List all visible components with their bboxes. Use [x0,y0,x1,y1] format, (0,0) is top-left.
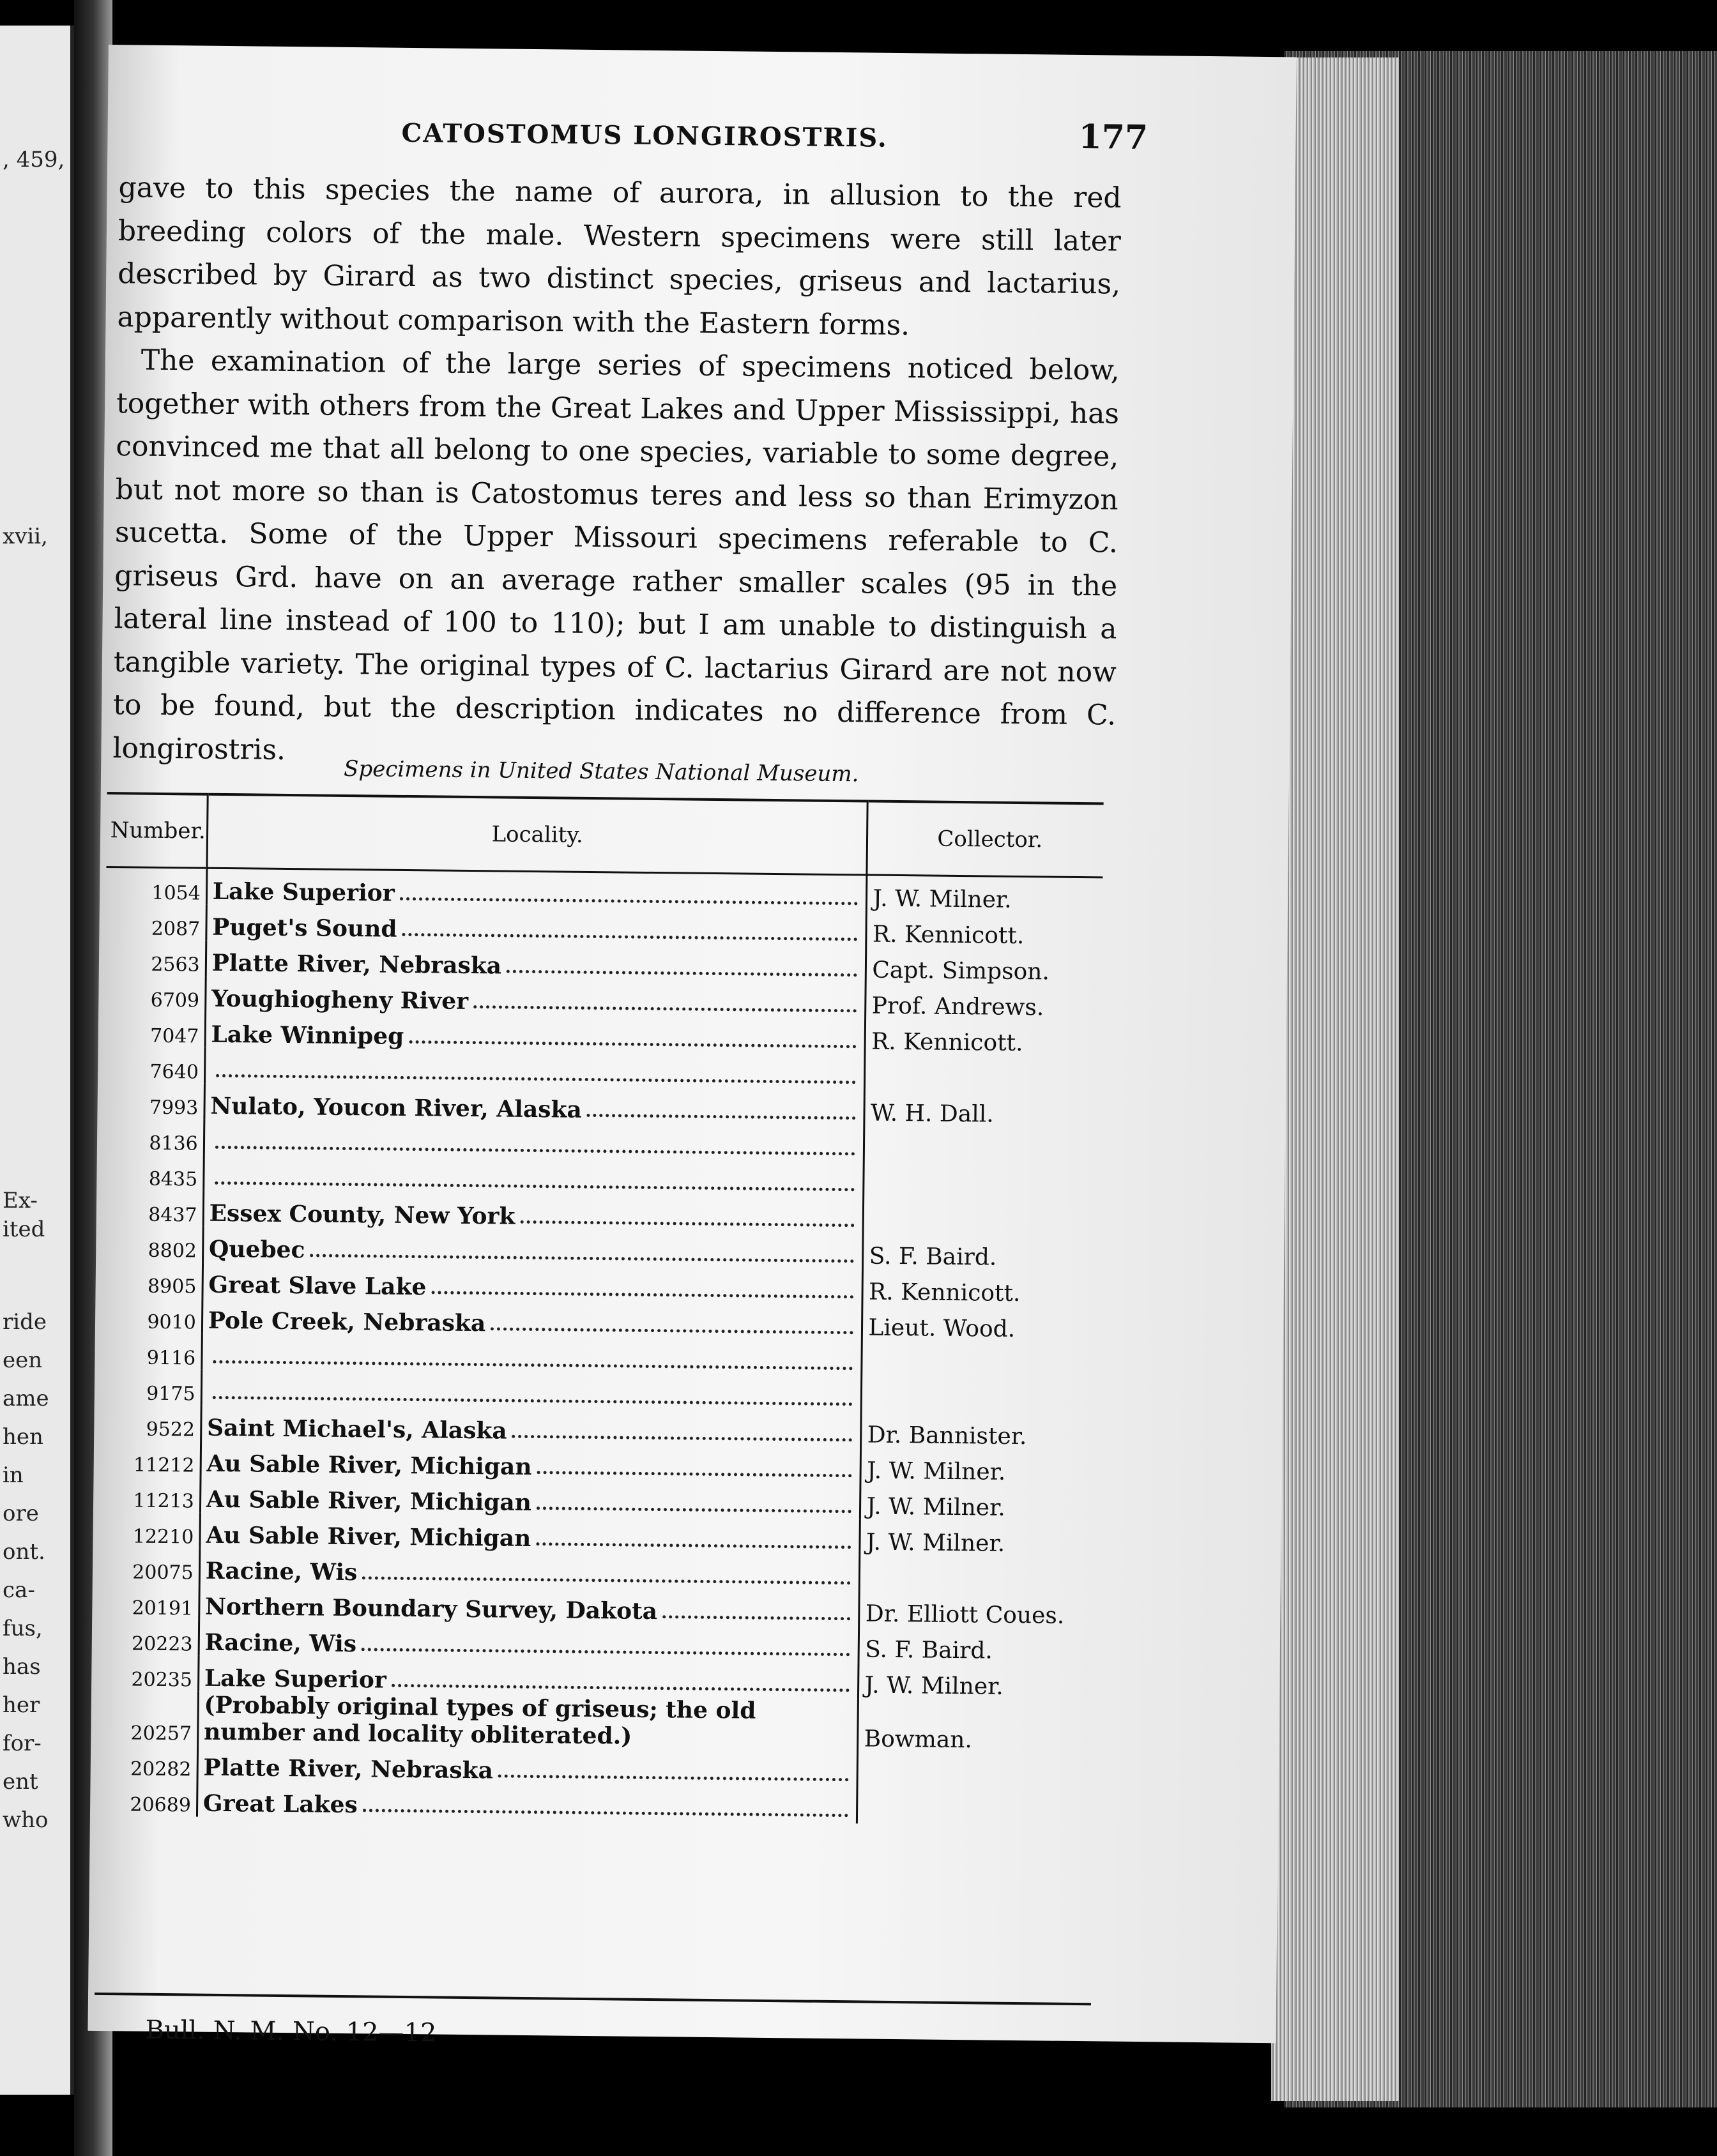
dot-leader [402,933,857,941]
locality-cell [206,868,867,911]
dot-leader [662,1615,851,1620]
locality-cell [206,905,867,948]
dot-leader [498,1775,849,1782]
dot-leader [520,1220,855,1227]
specimen-number: 9175 [101,1369,202,1406]
collector [865,1054,1101,1093]
collector: R. Kennicott. [872,921,1025,950]
specimen-number: 1054 [106,867,207,905]
locality-cell [197,1781,857,1824]
left-page-fragment: ore [3,1501,39,1526]
specimen-number: 8136 [103,1118,204,1155]
locality-cell [199,1620,859,1663]
specimen-number: 20223 [98,1619,199,1656]
locality-cell [204,1084,865,1127]
left-page-fragment: has [3,1654,41,1680]
specimen-table [96,792,1104,1826]
locality: Lake Superior [212,877,395,907]
specimen-number: 9010 [102,1297,202,1334]
collector [864,1162,1100,1200]
collector: J. W. Milner. [873,885,1012,913]
collector [864,1126,1101,1164]
locality-cell [205,976,866,1019]
locality: Lake Superior [204,1664,387,1694]
dot-leader [537,1471,852,1477]
locality-cell [202,1298,862,1341]
locality: Puget's Sound [212,913,397,943]
locality: Youghiogheny River [211,985,469,1015]
left-page-fragment: fus, [3,1616,43,1641]
locality: Au Sable River, Michigan [206,1521,531,1552]
dot-leader [507,970,857,977]
collector [860,1555,1096,1593]
dot-leader [536,1542,851,1549]
collector: J. W. Milner. [866,1493,1005,1521]
specimen-number: 8905 [102,1261,202,1298]
collector: Dr. Bannister. [867,1422,1027,1450]
specimen-number: 9116 [101,1333,202,1370]
dot-leader [400,897,858,906]
paragraph: gave to this species the name of aurora, in allusion to the red breeding colors of the male. Western specimens were still later described by Girard as two distinct species, griseus and lactarius, apparently without comparison with the Eastern forms. [117,171,1122,342]
specimen-number: 6709 [105,975,206,1012]
locality: Platte River, Nebraska [211,949,502,980]
dot-leader [216,1074,857,1084]
specimen-number: 20235 [98,1655,199,1692]
collector: J. W. Milner. [864,1672,1004,1700]
specimen-number: 8802 [102,1226,203,1263]
locality-cell [199,1549,860,1591]
specimen-number: 11213 [100,1476,201,1513]
locality-cell [206,941,866,983]
specimen-number: 20689 [96,1780,197,1817]
collector: J. W. Milner. [866,1529,1005,1557]
locality: Pole Creek, Nebraska [208,1307,486,1337]
locality: Au Sable River, Michigan [206,1450,532,1481]
left-page-fragment: in [3,1462,24,1488]
locality-cell [200,1513,860,1556]
left-page-fragment: ont. [3,1539,45,1565]
locality: Platte River, Nebraska [203,1754,494,1784]
specimen-number: 20257 [97,1690,198,1745]
specimen-number: 8437 [103,1190,204,1227]
locality-cell [205,1012,866,1055]
specimen-number: 7640 [104,1047,205,1084]
locality-cell [201,1406,861,1448]
dot-leader [215,1146,856,1156]
specimen-number: 12210 [99,1512,200,1549]
collector [864,1197,1100,1236]
specimen-number: 7047 [105,1011,206,1048]
locality: (Probably original types of griseus; the old number and locality obliterated.) [203,1691,756,1750]
left-page-fragment: ca- [3,1577,35,1603]
left-page-fragment: hen [3,1424,43,1450]
column-header-locality: Locality. [207,794,868,875]
specimen-number: 11212 [100,1440,201,1477]
column-header-number: Number. [107,793,208,868]
left-page-fragment: ride [3,1309,47,1335]
left-page-fragment: , 459, [3,147,65,172]
locality: Northern Boundary Survey, Dakota [204,1593,658,1625]
dot-leader [363,1809,849,1817]
locality-cell [202,1227,863,1270]
table-body [96,867,1103,1826]
collector: Capt. Simpson. [872,957,1050,985]
collector: R. Kennicott. [868,1279,1021,1307]
left-page-fragment: een [3,1348,43,1373]
collector [857,1752,1094,1790]
left-page-edge [0,26,74,2095]
specimen-number: 8435 [103,1154,204,1191]
book-page [88,45,1296,2048]
running-title: CATOSTOMUS LONGIROSTRIS. [401,118,889,153]
dot-leader [537,1507,852,1513]
specimen-number: 20191 [98,1583,199,1620]
left-page-fragment: ent [3,1769,38,1795]
locality: Racine, Wis [205,1557,358,1586]
dot-leader [587,1114,856,1120]
dot-leader [512,1435,853,1442]
dot-leader [431,1291,854,1298]
left-page-fragment: her [3,1692,40,1718]
left-page-fragment: who [3,1807,49,1833]
locality: Nulato, Youcon River, Alaska [210,1092,583,1123]
table-bottom-rule [95,1993,1091,2005]
locality-cell [197,1745,858,1788]
locality: Great Lakes [202,1789,358,1819]
locality-cell [202,1263,863,1305]
locality-cell [203,1191,864,1234]
specimen-number: 2563 [105,939,206,976]
locality-cell [197,1692,858,1752]
dot-leader [213,1396,853,1406]
collector: W. H. Dall. [870,1100,994,1128]
locality: Racine, Wis [204,1628,357,1658]
locality: Lake Winnipeg [211,1021,404,1050]
specimen-number: 20075 [99,1547,200,1584]
locality: Quebec [208,1235,305,1264]
left-page-fragment: xvii, [3,524,48,549]
collector: R. Kennicott. [871,1028,1023,1057]
specimen-number: 9522 [100,1404,201,1441]
collector [862,1376,1098,1415]
page-number: 177 [1078,117,1148,158]
dot-leader [215,1181,855,1192]
collector [857,1788,1094,1826]
dot-leader [362,1576,851,1584]
dot-leader [362,1648,850,1656]
locality: Saint Michael's, Alaska [206,1414,507,1445]
table-header-row [107,793,1104,877]
specimen-number: 7993 [103,1082,204,1120]
table-row [97,1690,1094,1754]
dot-leader [213,1360,853,1370]
locality: Great Slave Lake [208,1271,427,1301]
collector: S. F. Baird. [869,1243,997,1271]
locality-cell [199,1584,859,1627]
locality-cell [201,1441,861,1484]
dot-leader [473,1005,857,1012]
specimen-number: 20282 [97,1744,198,1781]
column-header-collector: Collector. [867,801,1103,877]
left-page-fragment: ame [3,1386,49,1411]
collector [862,1340,1098,1379]
left-page-fragment: Ex- [3,1188,38,1213]
collector: Dr. Elliott Coues. [865,1600,1065,1629]
signature-mark: Bull. N. M. No. 12—12 [145,2015,437,2048]
collector: Bowman. [864,1726,973,1754]
dot-leader [409,1040,857,1048]
left-page-fragment: for- [3,1731,42,1756]
collector: J. W. Milner. [866,1457,1006,1485]
locality: Essex County, New York [209,1199,515,1230]
table-caption: Specimens in United States National Museum. [343,755,859,787]
collector: S. F. Baird. [865,1636,993,1664]
collector: Lieut. Wood. [868,1314,1016,1342]
paragraph: The examination of the large series of specimens noticed below, together with others from the Great Lakes and Upper Mississippi, has convinced me that all belong to one species, variable to some degree, but not more so than is Catostomus teres and less so than Erimyzon sucetta. Some of the Upper Missouri specimens referable to C. griseus Grd. have on an average rather smaller scales (95 in the lateral line instead of 100 to 110); but I am unable to distinguish a tangible variety. The original types of C. lactarius Girard are not now to be found, but the description indicates no difference from C. longirostris. [112,344,1120,766]
left-page-fragment: ited [3,1217,45,1242]
locality: Au Sable River, Michigan [206,1485,532,1517]
body-text [112,166,1122,780]
locality-cell [200,1477,860,1520]
specimen-number: 2087 [105,904,206,941]
dot-leader [310,1254,854,1263]
dot-leader [491,1327,853,1334]
dot-leader [392,1684,850,1692]
collector: Prof. Andrews. [871,992,1044,1021]
